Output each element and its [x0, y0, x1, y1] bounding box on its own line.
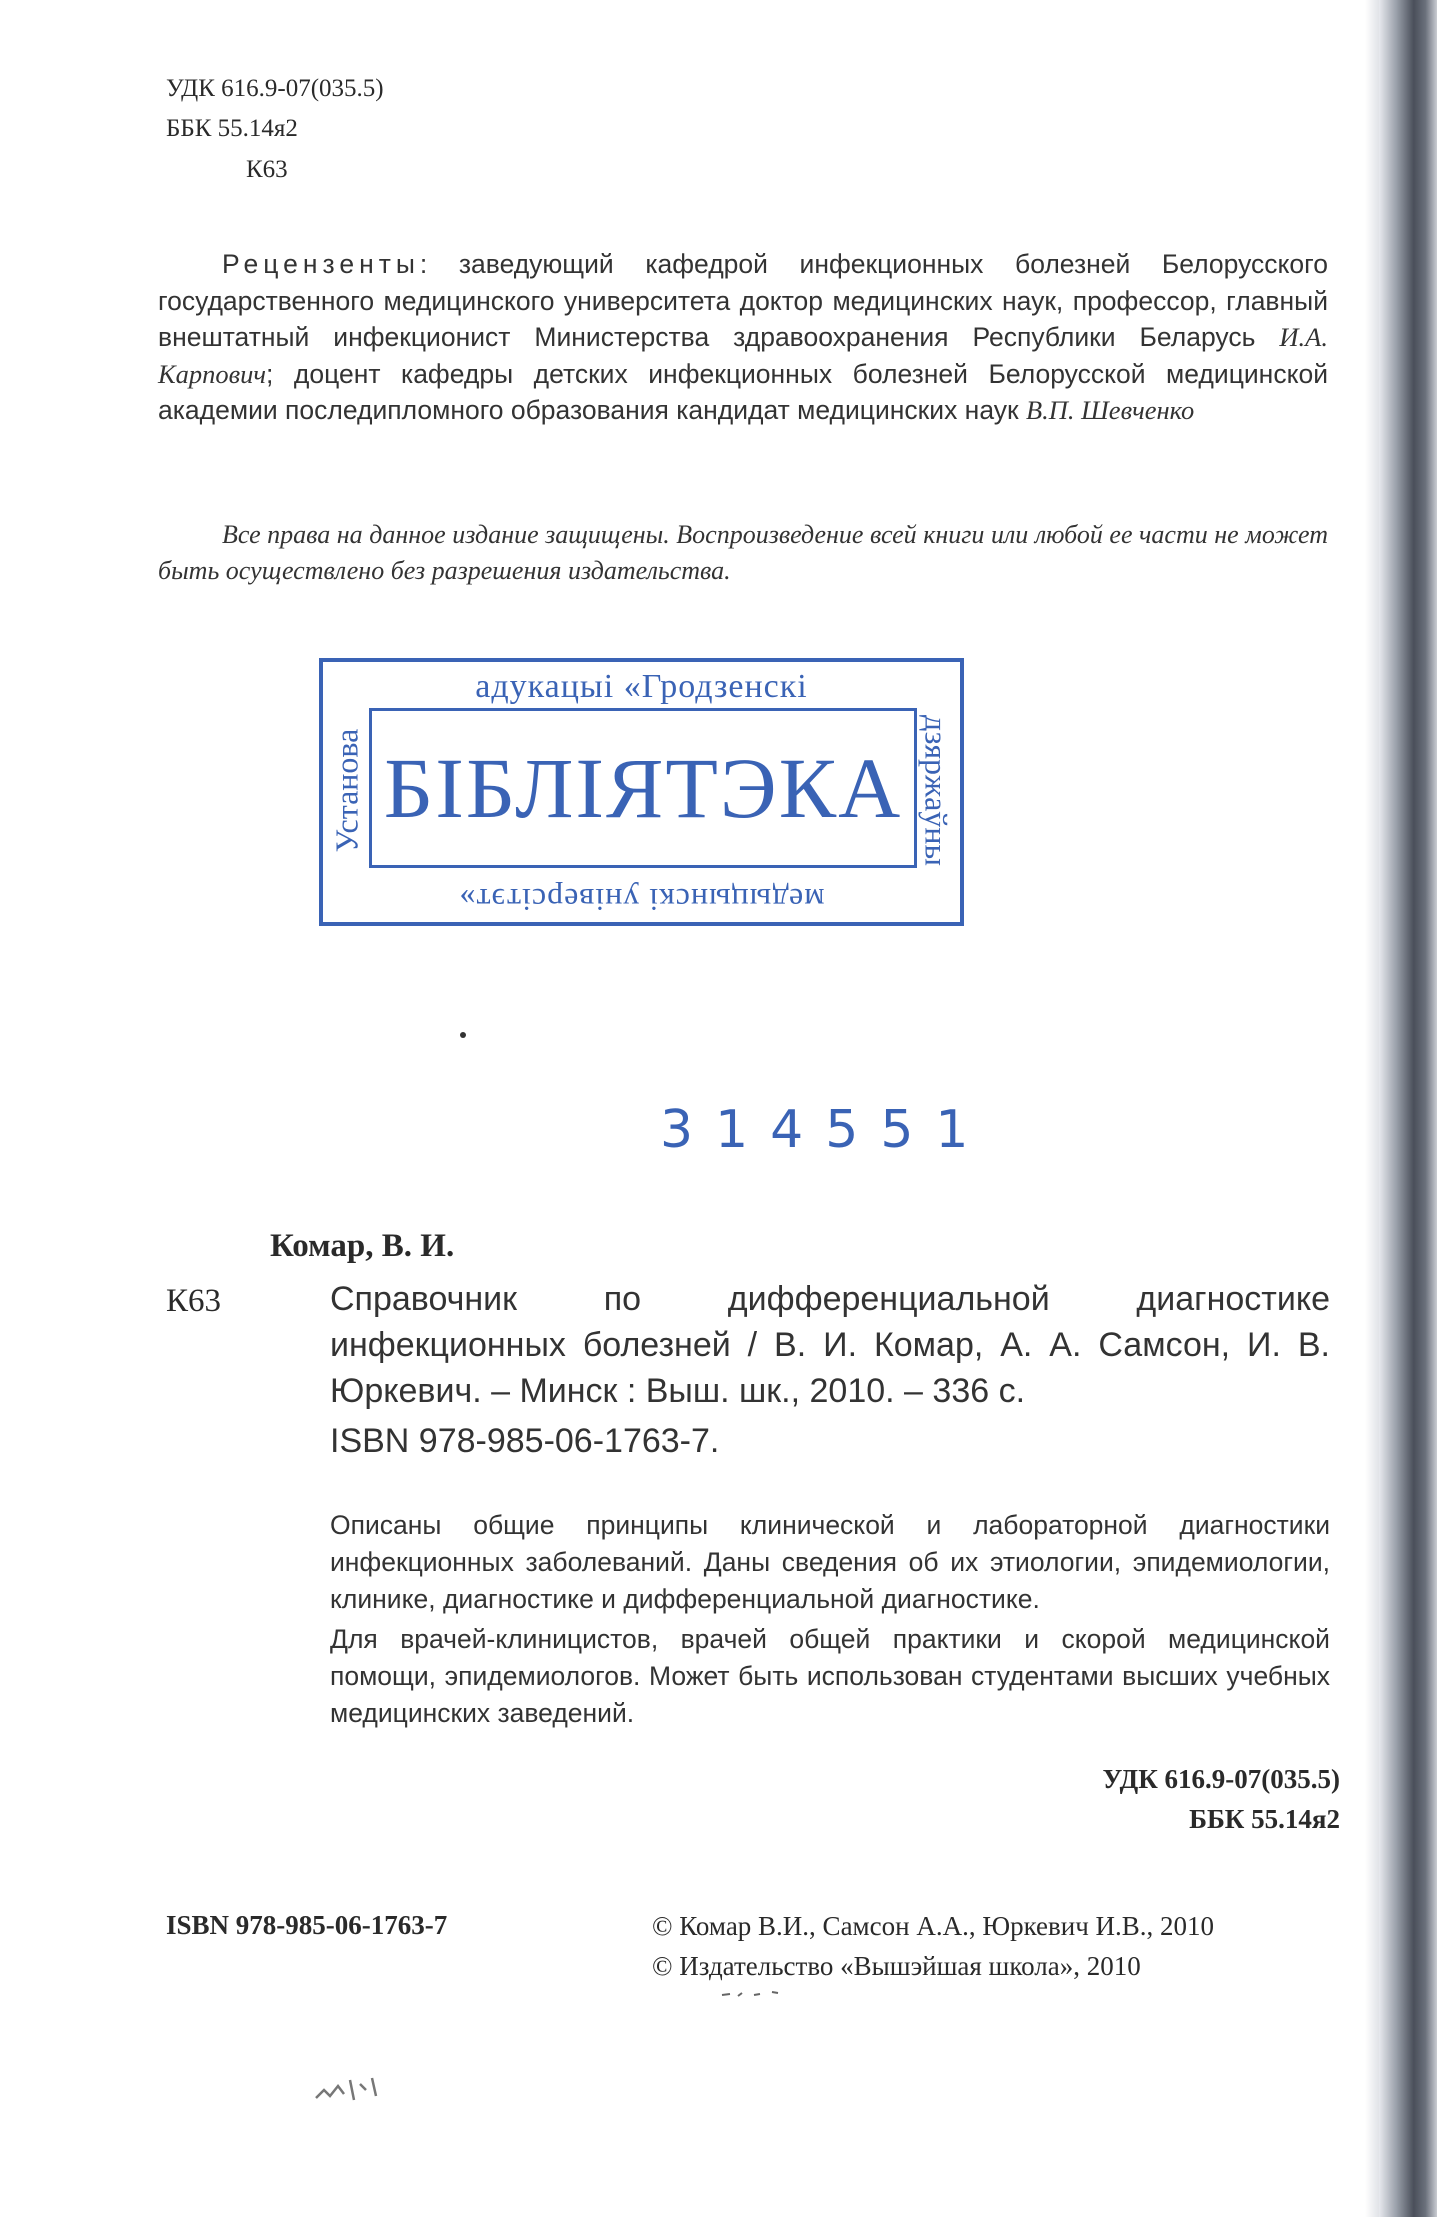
stamp-bottom-text: медыцынскі універсітэт»	[458, 882, 825, 918]
copyright-publisher: © Издательство «Вышэйшая школа», 2010	[652, 1951, 1141, 1981]
catalog-isbn: ISBN 978-985-06-1763-7.	[330, 1422, 720, 1460]
footer-udk: УДК 616.9-07(035.5)	[1102, 1764, 1340, 1794]
stamp-title: БІБЛІЯТЭКА	[383, 740, 903, 836]
footer-isbn: ISBN 978-985-06-1763-7	[166, 1910, 448, 1940]
ink-smudge	[720, 1990, 790, 1998]
reviewer-name-1: И.А. Карпович	[158, 322, 1328, 389]
footer-bbk: ББК 55.14я2	[1189, 1804, 1340, 1834]
catalog-author: Комар, В. И.	[270, 1228, 455, 1264]
footer-codes	[1103, 1759, 1340, 1839]
bibliographic-description: Справочник по дифференциальной диагностике инфекционных болезней / В. И. Комар, А. А. Самсон, И. В. Юркевич. – Минск : Выш. шк., 2010. – 336 с.	[330, 1280, 1330, 1410]
reviewers-text-2: ; доцент кафедры детских инфекционных болезней Белорусской медицинской академии последипломного образования кандидат медицинских наук	[158, 358, 1328, 426]
stamp-inner-frame	[369, 708, 917, 868]
bbk-code: ББК 55.14я2	[166, 115, 298, 142]
book-spine	[1379, 0, 1437, 2217]
udk-code: УДК 616.9-07(035.5)	[166, 75, 384, 102]
copyright-authors: © Комар В.И., Самсон А.А., Юркевич И.В., 2010	[652, 1911, 1215, 1941]
reviewer-name-2: В.П. Шевченко	[1025, 395, 1195, 426]
reviewers-paragraph	[158, 246, 1328, 429]
rights-notice: Все права на данное издание защищены. Воспроизведение всей книги или любой ее части не может быть осуществлено без разрешения издательства.	[158, 520, 1328, 585]
stamp-top-text: адукацыі «Гродзенскі	[475, 668, 808, 705]
annotation-paragraph-2: Для врачей-клиницистов, врачей общей практики и скорой медицинской помощи, эпидемиологов. Может быть использован студентами высших учебных медицинских заведений.	[330, 1624, 1330, 1728]
ink-smudge	[310, 2072, 388, 2106]
author-mark: К63	[246, 156, 288, 183]
annotation-paragraph-1: Описаны общие принципы клинической и лабораторной диагностики инфекционных заболеваний. Даны сведения об их этиологии, эпидемиологии, клинике, диагностике и дифференциальной диагностике.	[330, 1510, 1330, 1614]
annotation	[330, 1507, 1330, 1732]
stamp-right-text: дзяржаўны	[918, 715, 955, 866]
page-edge-shadow	[1365, 0, 1379, 2217]
copyright-block	[652, 1906, 1214, 1986]
stamp-left-text: Установа	[328, 728, 365, 853]
inventory-number: 314551	[660, 1100, 991, 1160]
library-stamp	[319, 658, 964, 926]
reviewers-text-1: : заведующий кафедрой инфекционных болезней Белорусского государственного медицинского университета доктор медицинских наук, профессор, главный внештатный инфекционист Министерства здравоохранения Республики Беларусь	[158, 249, 1328, 353]
catalog-mark: К63	[166, 1283, 222, 1319]
reviewers-label: Рецензенты	[222, 249, 420, 279]
ink-dot	[460, 1032, 466, 1038]
